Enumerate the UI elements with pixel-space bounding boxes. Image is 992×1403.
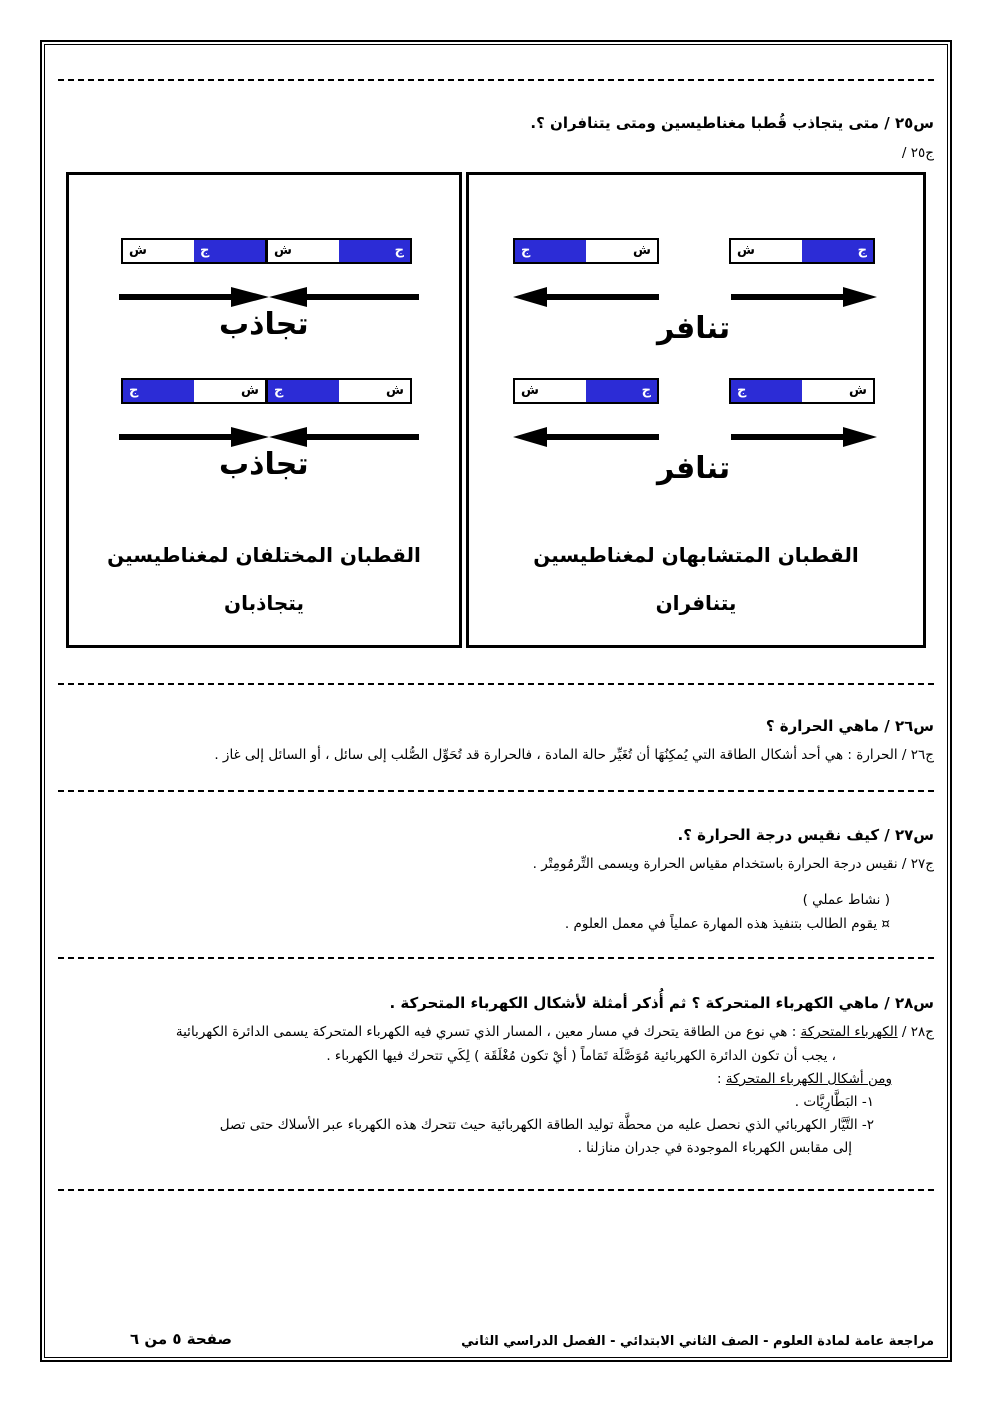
- question-27: س٢٧ / كيف نقيس درجة الحرارة ؟.: [677, 826, 934, 844]
- attraction-caption: القطبان المختلفان لمغناطيسين: [107, 543, 421, 567]
- north-pole-label: ش: [737, 243, 755, 258]
- form-item-1: ١- البَطَّارِيَّات .: [794, 1094, 874, 1110]
- form-item-2-line1: ٢- التَّيَّار الكهربائي الذي نحصل عليه من محطَّة توليد الطاقة الكهربائية حيث تتحرك هذه الكهرباء عبر الأسلاك حتى تصل: [219, 1117, 874, 1133]
- attraction-caption-result: يتجاذبان: [224, 591, 304, 615]
- answer-28-definition: : هي نوع من الطاقة يتحرك في مسار معين ، المسار الذي تسري فيه الكهرباء المتحركة يسمى الدائرة الكهربائية: [175, 1024, 801, 1040]
- separator-line: [58, 957, 934, 959]
- answer-28-prefix: ج٢٨ /: [897, 1024, 934, 1040]
- south-pole-label: ج: [521, 243, 531, 258]
- north-pole-label: ش: [274, 243, 292, 258]
- south-pole-label: ج: [857, 243, 867, 258]
- magnet: [121, 378, 267, 404]
- activity-title: ( نشاط عملي ): [802, 892, 890, 908]
- repulsion-word: تنافر: [657, 311, 731, 346]
- footer-title: مراجعة عامة لمادة العلوم - الصف الثاني الابتدائي - الفصل الدراسي الثاني: [461, 1334, 934, 1349]
- question-25: س٢٥ / متى يتجاذب قُطبا مغناطيسين ومتى يتنافران ؟.: [530, 114, 934, 132]
- answer-25-label: ج٢٥ /: [901, 145, 934, 161]
- forms-title: ومن أشكال الكهرباء المتحركة: [725, 1071, 892, 1087]
- south-pole-label: ج: [394, 243, 404, 258]
- magnet: [266, 378, 412, 404]
- question-28: س٢٨ / ماهي الكهرباء المتحركة ؟ ثم أُذكر أمثلة لأشكال الكهرباء المتحركة .: [389, 994, 934, 1012]
- repulsion-arrows: [513, 425, 877, 449]
- magnet: [266, 238, 412, 264]
- magnet: [121, 238, 267, 264]
- north-pole-label: ش: [386, 383, 404, 398]
- page-number: صفحة ٥ من ٦: [130, 1330, 232, 1348]
- forms-colon: :: [717, 1071, 726, 1087]
- separator-line: [58, 79, 934, 81]
- south-pole-label: ج: [274, 383, 284, 398]
- question-26: س٢٦ / ماهي الحرارة ؟: [765, 717, 934, 735]
- north-pole-label: ش: [633, 243, 651, 258]
- form-item-2-line2: إلى مقابس الكهرباء الموجودة في جدران منازلنا .: [577, 1140, 852, 1156]
- north-pole-label: ش: [129, 243, 147, 258]
- answer-28-term: الكهرباء المتحركة: [800, 1024, 898, 1040]
- activity-text: ¤ يقوم الطالب بتنفيذ هذه المهارة عملياً في معمل العلوم .: [564, 916, 890, 932]
- repulsion-arrows: [513, 285, 877, 309]
- magnet: [513, 378, 659, 404]
- magnet: [729, 378, 875, 404]
- answer-26: ج٢٦ / الحرارة : هي أحد أشكال الطاقة التي يُمكِنُهَا أن تُغَيِّر حالة المادة ، فالحرارة قد تُحَوِّل الصُّلب إلى سائل ، أو السائل إلى غاز .: [214, 747, 934, 763]
- repulsion-word: تنافر: [657, 451, 731, 486]
- attraction-arrows: [119, 425, 419, 449]
- south-pole-label: ج: [200, 243, 210, 258]
- answer-27: ج٢٧ / نقيس درجة الحرارة باستخدام مقياس الحرارة ويسمى التِّرمُومِتْر .: [532, 856, 934, 872]
- south-pole-label: ج: [641, 383, 651, 398]
- separator-line: [58, 790, 934, 792]
- attraction-word: تجاذب: [219, 447, 309, 482]
- forms-title-line: [58, 1070, 892, 1088]
- answer-28-line2: ، يجب أن تكون الدائرة الكهربائية مُوَصَّلَة تَمَاماً ( أيْ تكون مُغْلَقَة ) لِكَي تتحرك فيها الكهرباء .: [326, 1048, 836, 1064]
- magnet-poles-diagram: [66, 172, 926, 648]
- answer-28-line1: [58, 1023, 934, 1041]
- separator-line: [58, 683, 934, 685]
- repulsion-caption: القطبان المتشابهان لمغناطيسين: [533, 543, 859, 567]
- repulsion-panel: [466, 172, 926, 648]
- repulsion-caption-result: يتنافران: [655, 591, 737, 615]
- north-pole-label: ش: [849, 383, 867, 398]
- attraction-word: تجاذب: [219, 307, 309, 342]
- south-pole-label: ج: [129, 383, 139, 398]
- magnet: [513, 238, 659, 264]
- separator-line: [58, 1189, 934, 1191]
- magnet: [729, 238, 875, 264]
- north-pole-label: ش: [241, 383, 259, 398]
- attraction-panel: [66, 172, 462, 648]
- attraction-arrows: [119, 285, 419, 309]
- north-pole-label: ش: [521, 383, 539, 398]
- south-pole-label: ج: [737, 383, 747, 398]
